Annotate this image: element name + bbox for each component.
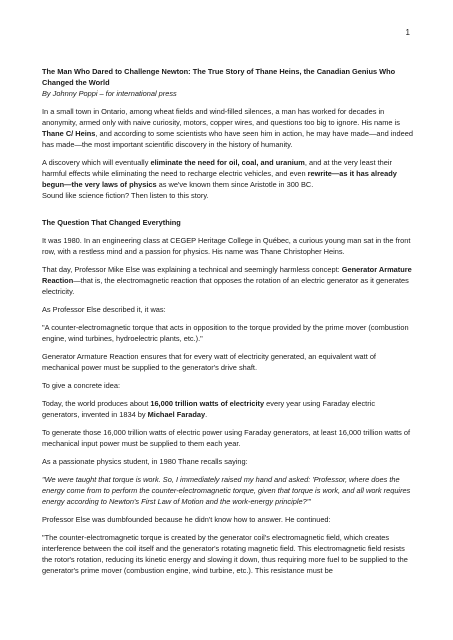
paragraph: To generate those 16,000 trillion watts of electric power using Faraday generators, at least 16,000 trillion watts of mechanical input power must be supplied to them each year. — [42, 428, 411, 448]
text-run: —that is, the electromagnetic reaction that opposes the rotation of an electric generator as it generates electricity. — [42, 276, 409, 296]
bold-run: eliminate the need for oil, coal, and uranium — [150, 158, 305, 167]
text-run: Today, the world produces about — [42, 399, 151, 408]
article-title-line2: Who Changed the World — [42, 67, 396, 87]
quote-paragraph — [42, 474, 414, 507]
byline: By Johnny Poppi – for international press — [42, 89, 177, 98]
article-title-line1: The Man Who Dared to Challenge Newton: The True Story of Thane Heins, the Canadian Genius — [42, 67, 378, 76]
page-number: 1 — [405, 28, 410, 37]
bold-run: Generator Armature Reaction — [42, 265, 412, 285]
bold-run: 16,000 trillion watts of electricity — [150, 399, 265, 408]
paragraph: As a passionate physics student, in 1980 Thane recalls saying: — [42, 457, 248, 466]
text-run: Sound like science fiction? Then listen to this story. — [42, 191, 209, 200]
text-run: , and at the very least their harmful effects while eliminating the need to recharge electric vehicles, and even — [42, 158, 392, 178]
italic-quote: "We were taught that torque is work. So, I immediately raised my hand and asked: 'Professor, where does the energy come from to perform the counter-electromagnetic torque, given that torque is work, and all work requires energy according to Newton's First Law of Motion and the work-energy principle?'" — [42, 475, 411, 506]
paragraph: Professor Else was dumbfounded because he didn't know how to answer. He continued: — [42, 515, 331, 524]
paragraph: Generator Armature Reaction ensures that for every watt of electricity generated, an equivalent watt of mechanical power must be supplied to the generator's drive shaft. — [42, 352, 376, 372]
paragraph-intro — [42, 106, 414, 150]
article-header — [42, 66, 414, 99]
paragraph — [42, 398, 414, 420]
text-run: A discovery which will eventually — [42, 158, 151, 167]
paragraph: To give a concrete idea: — [42, 381, 121, 390]
paragraph — [42, 264, 414, 297]
article-body — [42, 66, 414, 583]
text-run: as we've known them since Aristotle in 300 BC. — [156, 180, 314, 189]
text-run: That day, Professor Mike Else was explaining a technical and seemingly harmless concept: — [42, 265, 342, 274]
paragraph-discovery — [42, 157, 414, 201]
bold-run: rewrite—as it has already begun—the very laws of physics — [42, 169, 397, 189]
text-run: every year using Faraday electric generators, invented in 1834 by — [42, 399, 376, 419]
quote-paragraph: "A counter-electromagnetic torque that acts in opposition to the torque provided by the prime mover (combustion engine, wind turbines, hydroelectric plants, etc.)." — [42, 323, 409, 343]
paragraph: As Professor Else described it, it was: — [42, 305, 166, 314]
bold-run: Michael Faraday — [147, 410, 206, 419]
paragraph: It was 1980. In an engineering class at CEGEP Heritage College in Québec, a curious young man sat in the front row, with a restless mind and a passion for physics. His name was Thane Christopher Heins. — [42, 236, 411, 256]
text-run: , and according to some scientists who have seen him in action, he may have made—and indeed has made—the most important scientific discovery in the history of humanity. — [42, 129, 413, 149]
name-emphasis: Thane C/ Heins — [42, 129, 96, 138]
quote-paragraph: "The counter-electromagnetic torque is created by the generator coil's electromagnetic field, which creates interference between the coil itself and the generator's rotating magnetic field. This electromagnetic field resists the rotor's rotation, reducing its kinetic energy and slowing it down, thus requiring more fuel to be supplied to the generator's prime mover (combustion engine, wind turbine, etc.). This resistance must be — [42, 533, 408, 575]
section-heading: The Question That Changed Everything — [42, 218, 181, 227]
article-title — [42, 66, 414, 88]
text-run: . — [205, 410, 208, 419]
text-run: In a small town in Ontario, among wheat fields and wind-filled silences, a man has worked for decades in anonymity, armed only with naive curiosity, motors, copper wires, and questions too big to ignore. His name is — [42, 107, 400, 127]
